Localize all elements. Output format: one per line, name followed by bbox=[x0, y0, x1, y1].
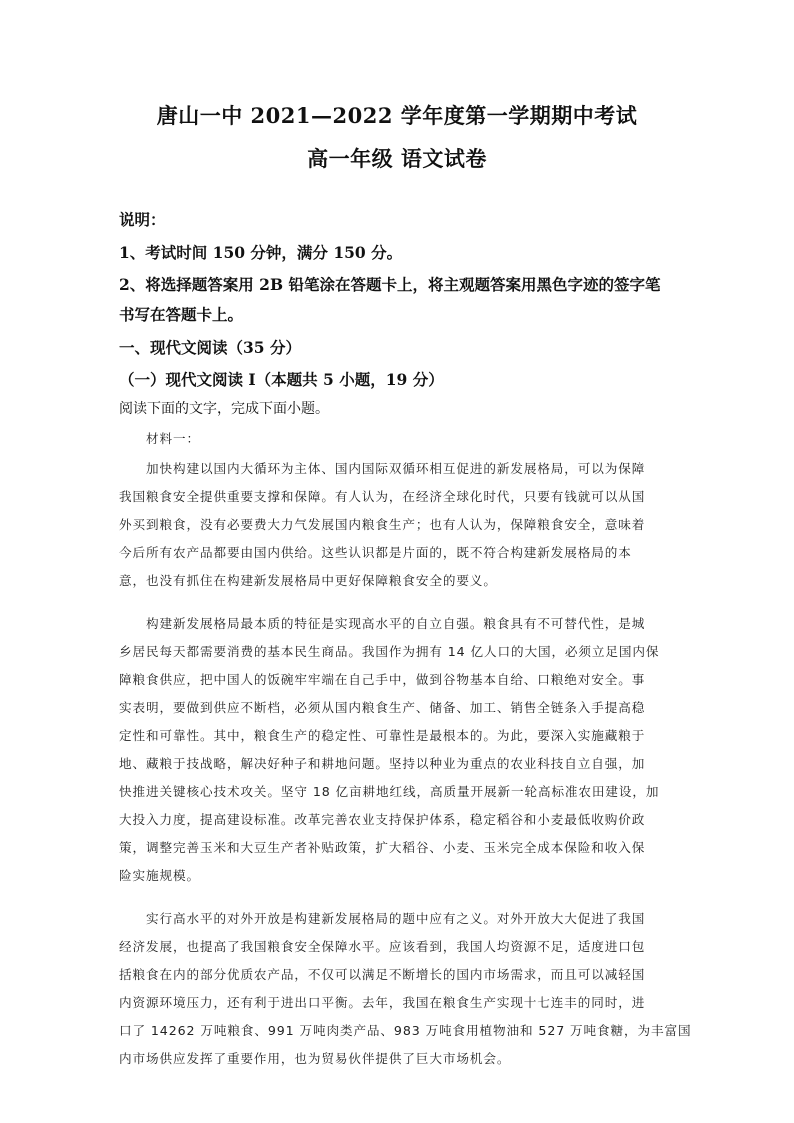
exam-title: 唐山一中 2021—2022 学年度第一学期期中考试 bbox=[156, 103, 638, 128]
passage-line: 今后所有农产品都要由国内供给。这些认识都是片面的，既不符合构建新发展格局的本 bbox=[119, 545, 632, 560]
material-label: 材料一： bbox=[146, 431, 200, 446]
passage-line: 地、藏粮于技战略，解决好种子和耕地问题。坚持以种业为重点的农业科技自立自强，加 bbox=[119, 756, 646, 771]
exam-subtitle: 高一年级 语文试卷 bbox=[307, 146, 487, 171]
passage-line: 定性和可靠性。其中，粮食生产的稳定性、可靠性是最根本的。为此，要深入实施藏粮于 bbox=[119, 728, 646, 743]
passage-line: 险实施规模。 bbox=[119, 868, 200, 883]
passage-line: 经济发展，也提高了我国粮食安全保障水平。应该看到，我国人均资源不足，适度进口包 bbox=[119, 939, 646, 954]
instruction-item-2: 2、将选择题答案用 2B 铅笔涂在答题卡上，将主观题答案用黑色字迹的签字笔 bbox=[119, 275, 661, 294]
passage-line: 我国粮食安全提供重要支撑和保障。有人认为，在经济全球化时代，只要有钱就可以从国 bbox=[119, 489, 646, 504]
section-heading: 一、现代文阅读（35 分） bbox=[119, 338, 301, 357]
passage-line: 内资源环境压力，还有利于进出口平衡。去年，我国在粮食生产实现十七连丰的同时，进 bbox=[119, 995, 646, 1010]
passage-line: 障粮食供应，把中国人的饭碗牢牢端在自己手中，做到谷物基本自给、口粮绝对安全。事 bbox=[119, 672, 646, 687]
instruction-item-2-cont: 书写在答题卡上。 bbox=[119, 305, 244, 324]
subsection-heading: （一）现代文阅读 I（本题共 5 小题，19 分） bbox=[119, 370, 444, 389]
passage-line: 括粮食在内的部分优质农产品，不仅可以满足不断增长的国内市场需求，而且可以减轻国 bbox=[119, 967, 646, 982]
passage-line: 加快构建以国内大循环为主体、国内国际双循环相互促进的新发展格局，可以为保障 bbox=[146, 461, 646, 476]
instruction-item-1: 1、考试时间 150 分钟，满分 150 分。 bbox=[119, 243, 403, 262]
passage-line: 构建新发展格局最本质的特征是实现高水平的自立自强。粮食具有不可替代性，是城 bbox=[146, 616, 646, 631]
passage-line: 意，也没有抓住在构建新发展格局中更好保障粮食安全的要义。 bbox=[119, 573, 497, 588]
passage-line: 实表明，要做到供应不断档，必须从国内粮食生产、储备、加工、销售全链条入手提高稳 bbox=[119, 700, 646, 715]
passage-line: 内市场供应发挥了重要作用，也为贸易伙伴提供了巨大市场机会。 bbox=[119, 1051, 511, 1066]
passage-line: 乡居民每天都需要消费的基本民生商品。我国作为拥有 14 亿人口的大国，必须立足国内保 bbox=[119, 644, 660, 659]
passage-line: 外买到粮食，没有必要费大力气发展国内粮食生产；也有人认为，保障粮食安全，意味着 bbox=[119, 517, 646, 532]
instructions-label: 说明： bbox=[119, 210, 166, 229]
passage-line: 快推进关键核心技术攻关。坚守 18 亿亩耕地红线，高质量开展新一轮高标准农田建设，加 bbox=[119, 784, 660, 799]
passage-line: 口了 14262 万吨粮食、991 万吨肉类产品、983 万吨食用植物油和 527 万吨食糖，为丰富国 bbox=[119, 1023, 692, 1038]
passage-line: 实行高水平的对外开放是构建新发展格局的题中应有之义。对外开放大大促进了我国 bbox=[146, 911, 646, 926]
passage-line: 大投入力度，提高建设标准。改革完善农业支持保护体系，稳定稻谷和小麦最低收购价政 bbox=[119, 812, 646, 827]
reading-prompt: 阅读下面的文字，完成下面小题。 bbox=[119, 401, 329, 417]
passage-line: 策，调整完善玉米和大豆生产者补贴政策，扩大稻谷、小麦、玉米完全成本保险和收入保 bbox=[119, 840, 646, 855]
